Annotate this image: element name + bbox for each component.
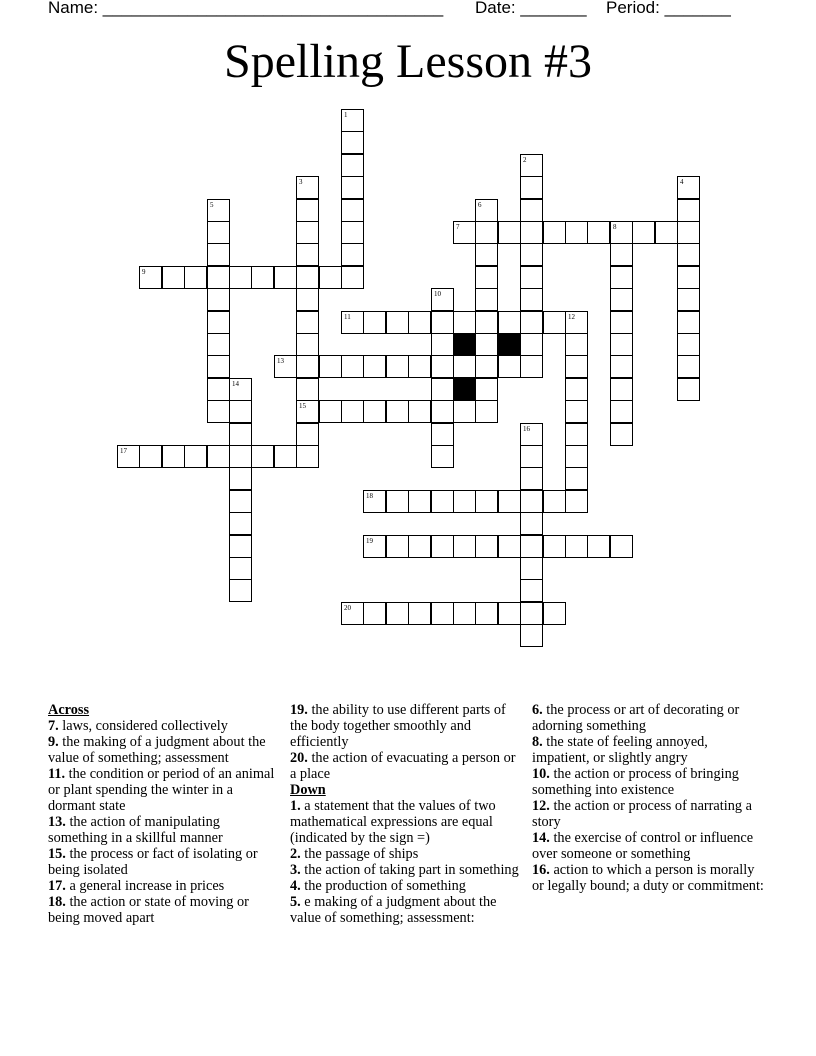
crossword-cell[interactable] <box>386 355 409 378</box>
cell-number: 15 <box>299 402 306 410</box>
crossword-cell[interactable] <box>543 535 566 558</box>
clue-item <box>48 814 280 846</box>
crossword-cell[interactable] <box>207 378 230 401</box>
crossword-cell[interactable] <box>475 199 498 222</box>
clue-number: 12. <box>532 798 550 814</box>
crossword-cell[interactable] <box>520 535 543 558</box>
crossword-cell[interactable] <box>207 243 230 266</box>
crossword-cell[interactable] <box>341 176 364 199</box>
crossword-cell[interactable] <box>565 311 588 334</box>
clue-text: the action or state of moving or being moved apart <box>48 894 249 926</box>
crossword-cell[interactable] <box>677 333 700 356</box>
crossword-cell[interactable] <box>610 221 633 244</box>
crossword-cell[interactable] <box>520 445 543 468</box>
crossword-cell[interactable] <box>296 423 319 446</box>
clue-item <box>290 894 524 926</box>
crossword-cell[interactable] <box>184 266 207 289</box>
crossword-cell[interactable] <box>229 445 252 468</box>
crossword-cell[interactable] <box>610 535 633 558</box>
cell-number: 6 <box>478 201 482 209</box>
crossword-cell[interactable] <box>453 400 476 423</box>
cell-number: 19 <box>366 537 373 545</box>
crossword-cell[interactable] <box>207 266 230 289</box>
crossword-cell[interactable] <box>475 378 498 401</box>
crossword-cell[interactable] <box>610 311 633 334</box>
clue-number: 6. <box>532 702 543 718</box>
crossword-cell[interactable] <box>475 602 498 625</box>
crossword-cell[interactable] <box>386 535 409 558</box>
crossword-cell[interactable] <box>386 311 409 334</box>
crossword-cell[interactable] <box>229 579 252 602</box>
crossword-cell[interactable] <box>207 400 230 423</box>
clue-text: a statement that the values of two mathematical expressions are equal (indicated by the sign =) <box>290 798 496 846</box>
clue-text: the action of manipulating something in a skillful manner <box>48 814 223 846</box>
crossword-cell[interactable] <box>610 378 633 401</box>
crossword-cell[interactable] <box>453 602 476 625</box>
crossword-cell[interactable] <box>229 490 252 513</box>
cell-number: 16 <box>523 425 530 433</box>
clue-item <box>48 766 280 814</box>
crossword-cell[interactable] <box>520 176 543 199</box>
crossword-cell[interactable] <box>363 400 386 423</box>
clue-item <box>290 862 524 878</box>
crossword-cell[interactable] <box>475 288 498 311</box>
crossword-cell[interactable] <box>520 490 543 513</box>
clue-number: 10. <box>532 766 550 782</box>
crossword-cell[interactable] <box>251 266 274 289</box>
crossword-cell[interactable] <box>207 333 230 356</box>
clue-item <box>48 718 280 734</box>
crossword-cell[interactable] <box>520 311 543 334</box>
crossword-cell[interactable] <box>475 311 498 334</box>
crossword-cell[interactable] <box>139 266 162 289</box>
clue-number: 9. <box>48 734 59 750</box>
clue-item <box>532 702 766 734</box>
clue-number: 17. <box>48 878 66 894</box>
clue-text: the action of taking part in something <box>300 862 519 878</box>
clue-text: the condition or period of an animal or plant spending the winter in a dormant state <box>48 766 275 814</box>
clue-item <box>290 846 524 862</box>
crossword-cell[interactable] <box>363 602 386 625</box>
clue-text: e making of a judgment about the value of something; assessment: <box>290 894 497 926</box>
crossword-cell[interactable] <box>274 355 297 378</box>
crossword-cell[interactable] <box>296 311 319 334</box>
cell-number: 17 <box>120 447 127 455</box>
crossword-cell[interactable] <box>363 535 386 558</box>
down-clue-list-continued <box>532 702 766 894</box>
name-field[interactable]: Name: ____________________________________ <box>48 0 444 17</box>
clue-item <box>290 878 524 894</box>
across-clue-list <box>48 718 280 926</box>
cell-number: 3 <box>299 178 303 186</box>
crossword-cell[interactable] <box>610 288 633 311</box>
crossword-cell[interactable] <box>296 445 319 468</box>
clue-text: the process or fact of isolating or being isolated <box>48 846 258 878</box>
clue-text: the production of something <box>300 878 466 894</box>
crossword-cell[interactable] <box>341 243 364 266</box>
crossword-cell[interactable] <box>207 311 230 334</box>
date-field[interactable]: Date: _______ <box>475 0 587 17</box>
crossword-cell[interactable] <box>431 311 454 334</box>
crossword-cell[interactable] <box>431 355 454 378</box>
crossword-cell[interactable] <box>296 288 319 311</box>
crossword-cell[interactable] <box>677 176 700 199</box>
crossword-cell[interactable] <box>475 266 498 289</box>
crossword-cell[interactable] <box>475 535 498 558</box>
crossword-cell[interactable] <box>229 467 252 490</box>
crossword-cell[interactable] <box>520 355 543 378</box>
clue-number: 19. <box>290 702 308 718</box>
crossword-cell[interactable] <box>229 557 252 580</box>
crossword-cell[interactable] <box>475 243 498 266</box>
clue-text: the state of feeling annoyed, impatient, or slightly angry <box>532 734 708 766</box>
crossword-cell[interactable] <box>296 199 319 222</box>
crossword-cell[interactable] <box>431 333 454 356</box>
cell-number: 7 <box>456 223 460 231</box>
crossword-cell[interactable] <box>677 355 700 378</box>
crossword-cell[interactable] <box>341 311 364 334</box>
crossword-cell[interactable] <box>341 400 364 423</box>
crossword-cell[interactable] <box>296 333 319 356</box>
crossword-cell[interactable] <box>677 266 700 289</box>
crossword-cell[interactable] <box>610 333 633 356</box>
black-cell <box>498 333 521 356</box>
cell-number: 10 <box>434 290 441 298</box>
clue-number: 13. <box>48 814 66 830</box>
crossword-cell[interactable] <box>520 557 543 580</box>
crossword-cell[interactable] <box>520 154 543 177</box>
crossword-cell[interactable] <box>162 266 185 289</box>
crossword-cell[interactable] <box>296 176 319 199</box>
clue-item <box>48 894 280 926</box>
crossword-cell[interactable] <box>520 199 543 222</box>
crossword-cell[interactable] <box>408 535 431 558</box>
clue-text: the passage of ships <box>300 846 419 862</box>
crossword-cell[interactable] <box>565 378 588 401</box>
crossword-cell[interactable] <box>677 243 700 266</box>
cell-number: 18 <box>366 492 373 500</box>
crossword-cell[interactable] <box>139 445 162 468</box>
crossword-cell[interactable] <box>610 355 633 378</box>
cell-number: 20 <box>344 604 351 612</box>
crossword-cell[interactable] <box>229 378 252 401</box>
crossword-cell[interactable] <box>363 311 386 334</box>
clue-text: action to which a person is morally or legally bound; a duty or commitment: <box>532 862 764 894</box>
clue-item <box>290 750 524 782</box>
crossword-cell[interactable] <box>520 624 543 647</box>
clue-number: 8. <box>532 734 543 750</box>
crossword-cell[interactable] <box>341 154 364 177</box>
crossword-cell[interactable] <box>520 467 543 490</box>
clue-number: 1. <box>290 798 301 814</box>
crossword-cell[interactable] <box>296 266 319 289</box>
crossword-cell[interactable] <box>520 602 543 625</box>
cell-number: 9 <box>142 268 146 276</box>
crossword-cell[interactable] <box>610 400 633 423</box>
down-clue-list <box>290 798 524 926</box>
crossword-cell[interactable] <box>677 288 700 311</box>
clue-number: 2. <box>290 846 301 862</box>
crossword-cell[interactable] <box>431 378 454 401</box>
across-heading: Across <box>48 702 90 718</box>
crossword-cell[interactable] <box>431 400 454 423</box>
crossword-cell[interactable] <box>565 490 588 513</box>
crossword-cell[interactable] <box>475 221 498 244</box>
crossword-cell[interactable] <box>453 535 476 558</box>
crossword-cell[interactable] <box>431 535 454 558</box>
crossword-cell[interactable] <box>543 602 566 625</box>
cell-number: 12 <box>568 313 575 321</box>
crossword-cell[interactable] <box>453 490 476 513</box>
crossword-cell[interactable] <box>498 311 521 334</box>
crossword-cell[interactable] <box>408 400 431 423</box>
cell-number: 11 <box>344 313 351 321</box>
crossword-cell[interactable] <box>296 378 319 401</box>
crossword-cell[interactable] <box>431 288 454 311</box>
crossword-cell[interactable] <box>341 266 364 289</box>
crossword-cell[interactable] <box>520 288 543 311</box>
clue-number: 3. <box>290 862 301 878</box>
crossword-cell[interactable] <box>453 311 476 334</box>
clues-column-1 <box>48 702 280 926</box>
crossword-cell[interactable] <box>565 467 588 490</box>
crossword-cell[interactable] <box>475 355 498 378</box>
crossword-cell[interactable] <box>520 512 543 535</box>
cell-number: 5 <box>210 201 214 209</box>
crossword-cell[interactable] <box>610 243 633 266</box>
crossword-cell[interactable] <box>184 445 207 468</box>
clue-text: the making of a judgment about the value of something; assessment <box>48 734 266 766</box>
crossword-cell[interactable] <box>431 423 454 446</box>
crossword-cell[interactable] <box>431 602 454 625</box>
crossword-cell[interactable] <box>296 355 319 378</box>
crossword-cell[interactable] <box>117 445 140 468</box>
cell-number: 14 <box>232 380 239 388</box>
crossword-cell[interactable] <box>498 221 521 244</box>
crossword-cell[interactable] <box>207 288 230 311</box>
crossword-cell[interactable] <box>274 266 297 289</box>
crossword-cell[interactable] <box>475 490 498 513</box>
crossword-cell[interactable] <box>341 221 364 244</box>
crossword-cell[interactable] <box>229 535 252 558</box>
clue-item <box>532 766 766 798</box>
crossword-cell[interactable] <box>207 355 230 378</box>
clue-item <box>532 734 766 766</box>
crossword-cell[interactable] <box>587 535 610 558</box>
crossword-cell[interactable] <box>363 490 386 513</box>
crossword-cell[interactable] <box>319 355 342 378</box>
crossword-cell[interactable] <box>565 221 588 244</box>
crossword-cell[interactable] <box>543 221 566 244</box>
crossword-cell[interactable] <box>520 579 543 602</box>
crossword-cell[interactable] <box>408 490 431 513</box>
crossword-cell[interactable] <box>632 221 655 244</box>
crossword-cell[interactable] <box>296 221 319 244</box>
crossword-cell[interactable] <box>498 355 521 378</box>
crossword-cell[interactable] <box>475 400 498 423</box>
crossword-cell[interactable] <box>251 445 274 468</box>
crossword-cell[interactable] <box>319 400 342 423</box>
crossword-cell[interactable] <box>565 423 588 446</box>
crossword-cell[interactable] <box>207 445 230 468</box>
crossword-cell[interactable] <box>341 602 364 625</box>
cell-number: 4 <box>680 178 684 186</box>
crossword-cell[interactable] <box>520 333 543 356</box>
crossword-cell[interactable] <box>565 333 588 356</box>
crossword-cell[interactable] <box>207 199 230 222</box>
crossword-cell[interactable] <box>229 512 252 535</box>
crossword-cell[interactable] <box>341 109 364 132</box>
clue-text: the action or process of narrating a story <box>532 798 752 830</box>
clue-text: the process or art of decorating or adorning something <box>532 702 740 734</box>
clue-text: the action of evacuating a person or a place <box>290 750 516 782</box>
crossword-cell[interactable] <box>386 400 409 423</box>
crossword-cell[interactable] <box>207 221 230 244</box>
crossword-cell[interactable] <box>610 266 633 289</box>
clue-number: 16. <box>532 862 550 878</box>
clue-item <box>532 798 766 830</box>
crossword-cell[interactable] <box>453 221 476 244</box>
crossword-cell[interactable] <box>565 355 588 378</box>
crossword-cell[interactable] <box>498 602 521 625</box>
clue-number: 15. <box>48 846 66 862</box>
crossword-cell[interactable] <box>386 490 409 513</box>
clue-text: a general increase in prices <box>65 878 225 894</box>
crossword-cell[interactable] <box>341 355 364 378</box>
crossword-cell[interactable] <box>520 221 543 244</box>
cell-number: 13 <box>277 357 284 365</box>
crossword-cell[interactable] <box>498 490 521 513</box>
clue-number: 5. <box>290 894 301 910</box>
crossword-cell[interactable] <box>319 266 342 289</box>
crossword-cell[interactable] <box>408 355 431 378</box>
clue-text: the ability to use different parts of the body together smoothly and efficiently <box>290 702 506 750</box>
crossword-cell[interactable] <box>229 423 252 446</box>
black-cell <box>453 378 476 401</box>
clue-item <box>48 878 280 894</box>
crossword-cell[interactable] <box>162 445 185 468</box>
crossword-cell[interactable] <box>408 311 431 334</box>
clue-item <box>290 702 524 750</box>
crossword-cell[interactable] <box>475 333 498 356</box>
cell-number: 8 <box>613 223 617 231</box>
cell-number: 2 <box>523 156 527 164</box>
clue-item <box>532 862 766 894</box>
crossword-cell[interactable] <box>229 266 252 289</box>
crossword-cell[interactable] <box>677 199 700 222</box>
clues-column-2 <box>290 702 524 926</box>
crossword-cell[interactable] <box>363 355 386 378</box>
crossword-cell[interactable] <box>296 243 319 266</box>
crossword-cell[interactable] <box>565 400 588 423</box>
clue-number: 11. <box>48 766 66 782</box>
clue-number: 4. <box>290 878 301 894</box>
clue-item <box>532 830 766 862</box>
crossword-cell[interactable] <box>386 602 409 625</box>
crossword-cell[interactable] <box>274 445 297 468</box>
crossword-cell[interactable] <box>543 490 566 513</box>
clue-number: 14. <box>532 830 550 846</box>
crossword-cell[interactable] <box>610 423 633 446</box>
crossword-cell[interactable] <box>296 400 319 423</box>
crossword-cell[interactable] <box>520 423 543 446</box>
clue-text: the action or process of bringing something into existence <box>532 766 739 798</box>
period-field[interactable]: Period: _______ <box>606 0 731 17</box>
crossword-cell[interactable] <box>565 445 588 468</box>
clue-text: the exercise of control or influence over someone or something <box>532 830 754 862</box>
clue-item <box>48 734 280 766</box>
black-cell <box>453 333 476 356</box>
page-title: Spelling Lesson #3 <box>224 35 592 88</box>
clue-item <box>290 798 524 846</box>
crossword-cell[interactable] <box>677 378 700 401</box>
crossword-cell[interactable] <box>565 535 588 558</box>
clue-item <box>48 846 280 878</box>
crossword-cell[interactable] <box>431 445 454 468</box>
clue-number: 20. <box>290 750 308 766</box>
crossword-cell[interactable] <box>341 199 364 222</box>
crossword-cell[interactable] <box>431 490 454 513</box>
crossword-cell[interactable] <box>498 535 521 558</box>
crossword-cell[interactable] <box>408 602 431 625</box>
crossword-cell[interactable] <box>453 355 476 378</box>
clues-column-3 <box>532 702 766 894</box>
crossword-cell[interactable] <box>520 266 543 289</box>
clue-number: 18. <box>48 894 66 910</box>
crossword-cell[interactable] <box>677 311 700 334</box>
crossword-cell[interactable] <box>587 221 610 244</box>
across-clue-list-continued <box>290 702 524 782</box>
cell-number: 1 <box>344 111 348 119</box>
crossword-cell[interactable] <box>229 400 252 423</box>
crossword-cell[interactable] <box>677 221 700 244</box>
crossword-cell[interactable] <box>520 243 543 266</box>
clue-number: 7. <box>48 718 59 734</box>
crossword-cell[interactable] <box>655 221 678 244</box>
clue-text: laws, considered collectively <box>58 718 228 734</box>
crossword-cell[interactable] <box>543 311 566 334</box>
down-heading: Down <box>290 782 326 798</box>
crossword-cell[interactable] <box>341 131 364 154</box>
